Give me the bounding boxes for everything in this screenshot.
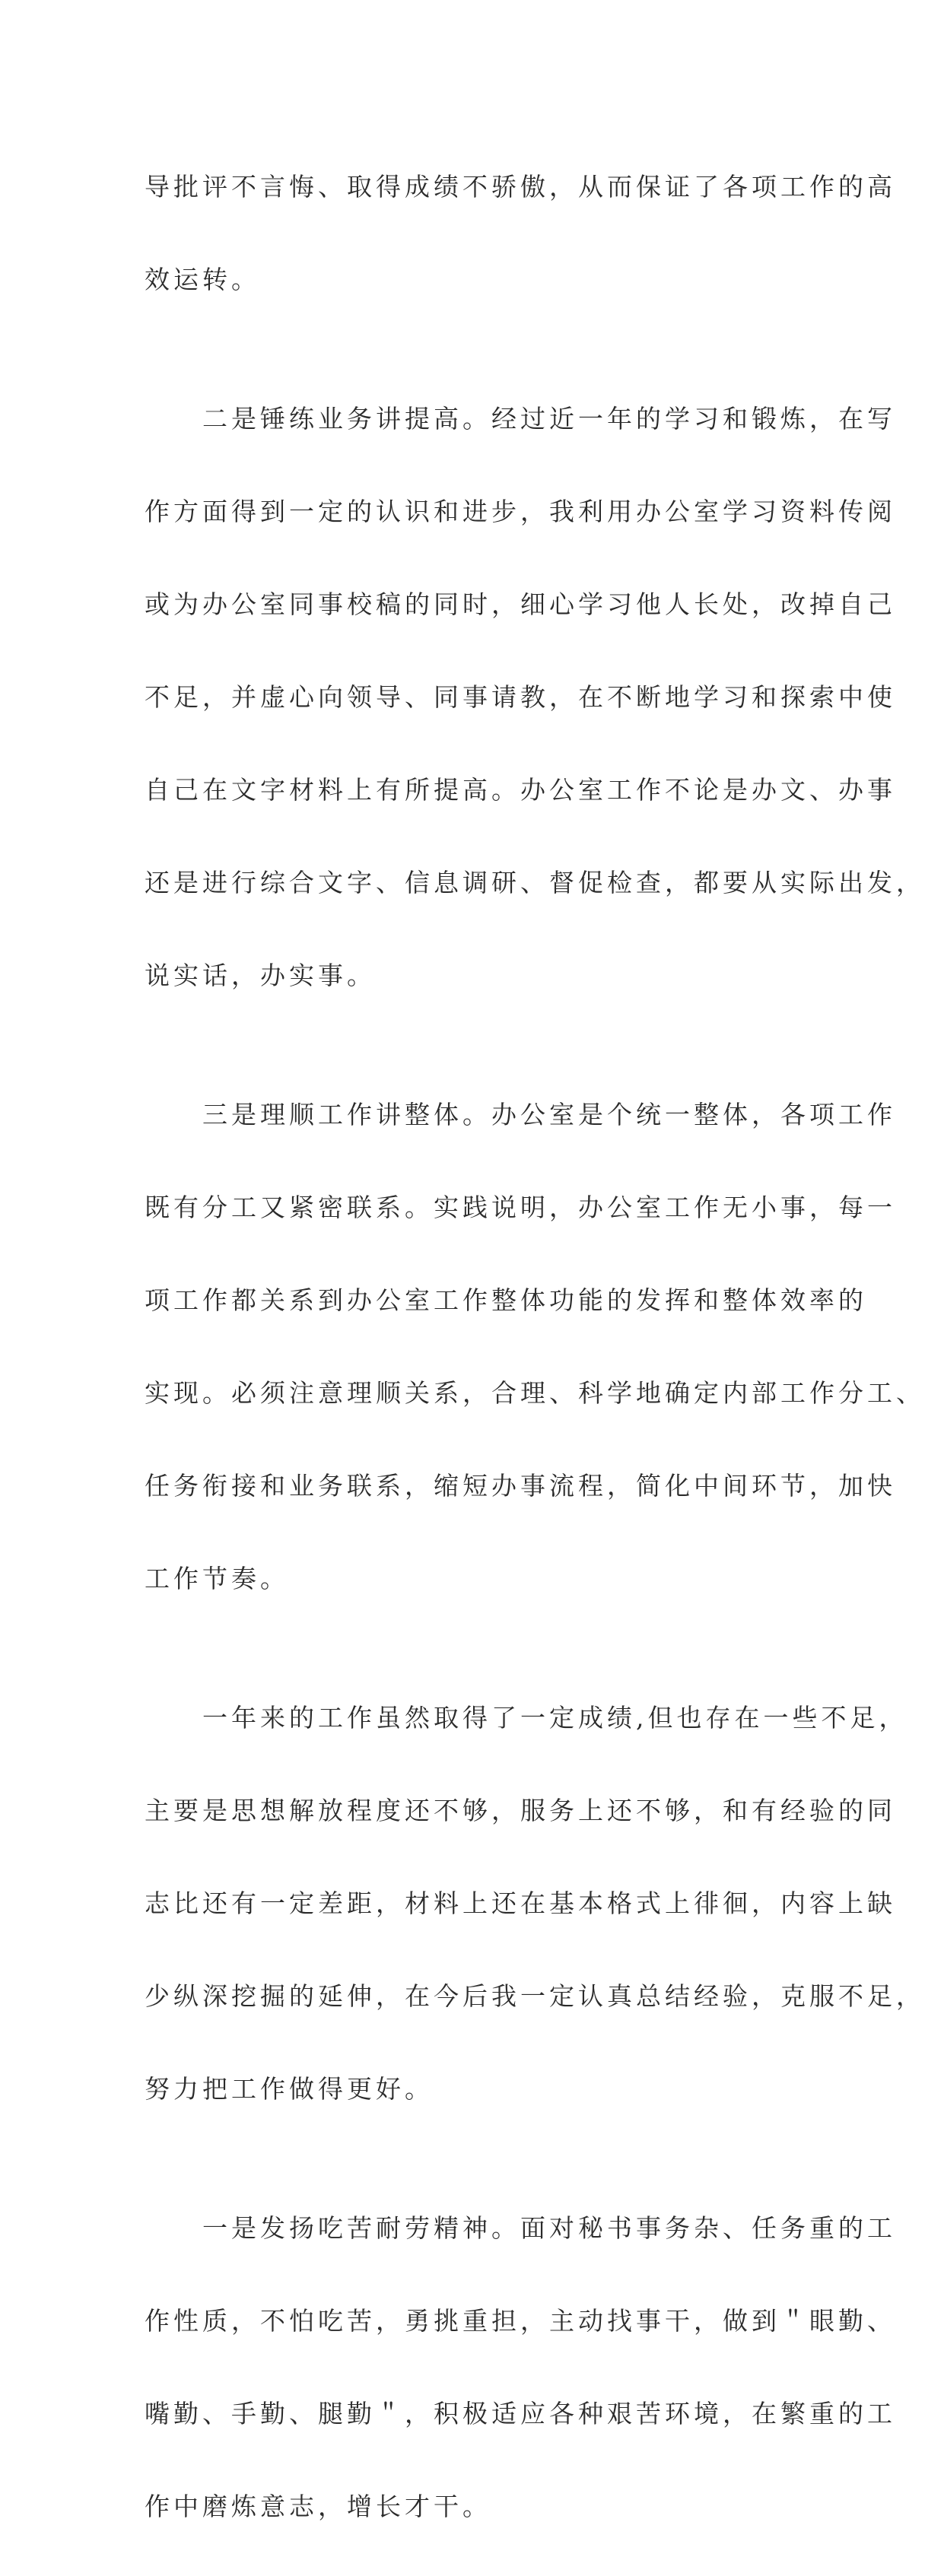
text-line: 一年来的工作虽然取得了一定成绩,但也存在一些不足， <box>145 1703 908 1733</box>
paragraph-shortcomings <box>145 1648 925 2158</box>
text-line: 志比还有一定差距，材料上还在基本格式上徘徊，内容上缺 <box>145 1888 896 1918</box>
text-line: 作中磨炼意志，增长才干。 <box>145 2492 491 2521</box>
document-body <box>145 117 925 2576</box>
text-line: 效运转。 <box>145 265 260 294</box>
text-line: 嘴勤、手勤、腿勤＂，积极适应各种艰苦环境，在繁重的工 <box>145 2399 896 2428</box>
text-line: 还是进行综合文字、信息调研、督促检查，都要从实际出发， <box>145 868 925 897</box>
text-line: 不足，并虚心向领导、同事请教，在不断地学习和探索中使 <box>145 682 896 712</box>
text-line: 作方面得到一定的认识和进步，我利用办公室学习资料传阅 <box>145 497 896 526</box>
text-line: 实现。必须注意理顺关系，合理、科学地确定内部工作分工、 <box>145 1378 925 1408</box>
text-line: 二是锤练业务讲提高。经过近一年的学习和锻炼，在写 <box>145 404 896 434</box>
paragraph-third-point <box>145 1045 925 1648</box>
paragraph-first-improvement <box>145 2158 896 2576</box>
text-line: 项工作都关系到办公室工作整体功能的发挥和整体效率的 <box>145 1285 867 1315</box>
text-line: 主要是思想解放程度还不够，服务上还不够，和有经验的同 <box>145 1796 896 1825</box>
text-line: 一是发扬吃苦耐劳精神。面对秘书事务杂、任务重的工 <box>145 2213 896 2243</box>
paragraph-continuation <box>145 117 896 349</box>
text-line: 或为办公室同事校稿的同时，细心学习他人长处，改掉自己 <box>145 589 896 619</box>
text-line: 任务衔接和业务联系，缩短办事流程，简化中间环节，加快 <box>145 1471 896 1501</box>
text-line: 努力把工作做得更好。 <box>145 2074 434 2104</box>
text-line: 说实话，办实事。 <box>145 961 376 990</box>
text-line: 导批评不言悔、取得成绩不骄傲，从而保证了各项工作的高 <box>145 172 896 202</box>
text-line: 工作节奏。 <box>145 1564 289 1593</box>
text-line: 三是理顺工作讲整体。办公室是个统一整体，各项工作 <box>145 1100 896 1129</box>
paragraph-second-point <box>145 349 925 1045</box>
text-line: 自己在文字材料上有所提高。办公室工作不论是办文、办事 <box>145 775 896 805</box>
text-line: 少纵深挖掘的延伸，在今后我一定认真总结经验，克服不足， <box>145 1981 925 2011</box>
text-line: 既有分工又紧密联系。实践说明，办公室工作无小事，每一 <box>145 1193 896 1222</box>
text-line: 作性质，不怕吃苦，勇挑重担，主动找事干，做到＂眼勤、 <box>145 2306 896 2336</box>
